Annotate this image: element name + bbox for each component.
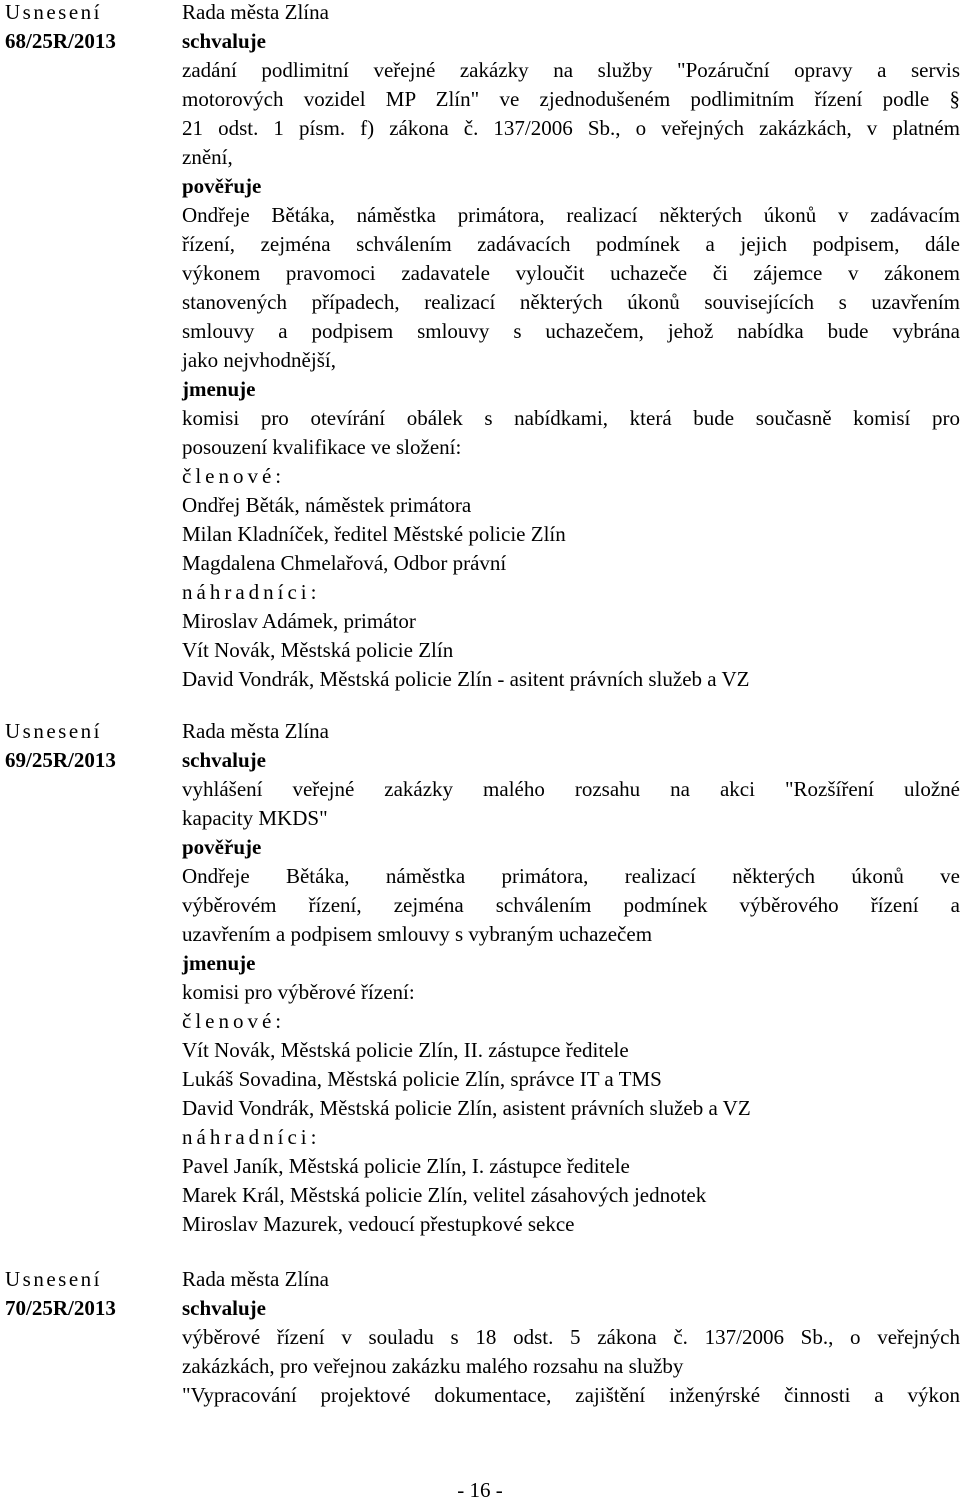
- text-line: Milan Kladníček, ředitel Městské policie Zlín: [182, 522, 566, 546]
- text-line: Rada města Zlína: [182, 0, 329, 24]
- text-line: uzavřením a podpisem smlouvy s vybraným uchazečem: [182, 922, 653, 946]
- resolution-header: Usnesení: [5, 0, 102, 24]
- text-line: Marek Král, Městská policie Zlín, velitel zásahových jednotek: [182, 1183, 707, 1207]
- resolution-number: 69/25R/2013: [5, 748, 116, 772]
- text-line: výkonem pravomoci zadavatele vyloučit uchazeče či zájemce v zákonem: [182, 261, 960, 285]
- text-line: motorových vozidel MP Zlín" ve zjednodušeném podlimitním řízení podle §: [182, 87, 960, 111]
- text-line: Lukáš Sovadina, Městská policie Zlín, správce IT a TMS: [182, 1067, 662, 1091]
- text-line: 21 odst. 1 písm. f) zákona č. 137/2006 Sb., o veřejných zakázkách, v platném: [182, 116, 960, 140]
- text-line: Vít Novák, Městská policie Zlín, II. zástupce ředitele: [182, 1038, 629, 1062]
- section-label: náhradníci:: [182, 580, 321, 604]
- resolution-body: [182, 1265, 960, 1410]
- text-line: stanovených případech, realizací některých úkonů souvisejících s uzavřením: [182, 290, 960, 314]
- text-line: zakázkách, pro veřejnou zakázku malého rozsahu na služby: [182, 1354, 684, 1378]
- resolution-verb: schvaluje: [182, 1296, 266, 1320]
- section-label: členové:: [182, 1009, 286, 1033]
- resolution-body: [182, 717, 960, 1239]
- resolution-verb: pověřuje: [182, 174, 262, 198]
- text-line: Miroslav Adámek, primátor: [182, 609, 416, 633]
- text-line: kapacity MKDS": [182, 806, 328, 830]
- section-label: členové:: [182, 464, 286, 488]
- resolution-verb: jmenuje: [182, 951, 256, 975]
- text-line: David Vondrák, Městská policie Zlín, asistent právních služeb a VZ: [182, 1096, 751, 1120]
- text-line: řízení, zejména schválením zadávacích podmínek a jejich podpisem, dále: [182, 232, 960, 256]
- text-line: Miroslav Mazurek, vedoucí přestupkové sekce: [182, 1212, 575, 1236]
- text-line: David Vondrák, Městská policie Zlín - asitent právních služeb a VZ: [182, 667, 750, 691]
- text-line: zadání podlimitní veřejné zakázky na služby "Pozáruční opravy a servis: [182, 58, 960, 82]
- resolution-verb: schvaluje: [182, 748, 266, 772]
- resolution-verb: pověřuje: [182, 835, 262, 859]
- text-line: výběrové řízení v souladu s 18 odst. 5 zákona č. 137/2006 Sb., o veřejných: [182, 1325, 960, 1349]
- resolution-header: Usnesení: [5, 719, 102, 743]
- text-line: Rada města Zlína: [182, 1267, 329, 1291]
- resolution-verb: jmenuje: [182, 377, 256, 401]
- text-line: "Vypracování projektové dokumentace, zajištění inženýrské činnosti a výkon: [182, 1383, 960, 1407]
- resolution-header: Usnesení: [5, 1267, 102, 1291]
- resolution-body: [182, 0, 960, 694]
- resolution-label: [5, 0, 175, 56]
- text-line: Vít Novák, Městská policie Zlín: [182, 638, 454, 662]
- resolution-label: [5, 717, 175, 775]
- text-line: Ondřej Běták, náměstek primátora: [182, 493, 472, 517]
- text-line: znění,: [182, 145, 233, 169]
- resolution-label: [5, 1265, 175, 1323]
- resolution-number: 68/25R/2013: [5, 29, 116, 53]
- text-line: komisi pro otevírání obálek s nabídkami, která bude současně komisí pro: [182, 406, 960, 430]
- text-line: Pavel Janík, Městská policie Zlín, I. zástupce ředitele: [182, 1154, 630, 1178]
- text-line: vyhlášení veřejné zakázky malého rozsahu na akci "Rozšíření uložné: [182, 777, 960, 801]
- text-line: Ondřeje Bětáka, náměstka primátora, realizací některých úkonů ve: [182, 864, 960, 888]
- resolution-number: 70/25R/2013: [5, 1296, 116, 1320]
- text-line: smlouvy a podpisem smlouvy s uchazečem, jehož nabídka bude vybrána: [182, 319, 960, 343]
- text-line: Ondřeje Bětáka, náměstka primátora, realizací některých úkonů v zadávacím: [182, 203, 960, 227]
- text-line: Rada města Zlína: [182, 719, 329, 743]
- text-line: komisi pro výběrové řízení:: [182, 980, 415, 1004]
- section-label: náhradníci:: [182, 1125, 321, 1149]
- page-number: - 16 -: [457, 1478, 503, 1502]
- text-line: jako nejvhodnější,: [182, 348, 336, 372]
- resolution-verb: schvaluje: [182, 29, 266, 53]
- text-line: Magdalena Chmelařová, Odbor právní: [182, 551, 507, 575]
- text-line: výběrovém řízení, zejména schválením podmínek výběrového řízení a: [182, 893, 960, 917]
- text-line: posouzení kvalifikace ve složení:: [182, 435, 462, 459]
